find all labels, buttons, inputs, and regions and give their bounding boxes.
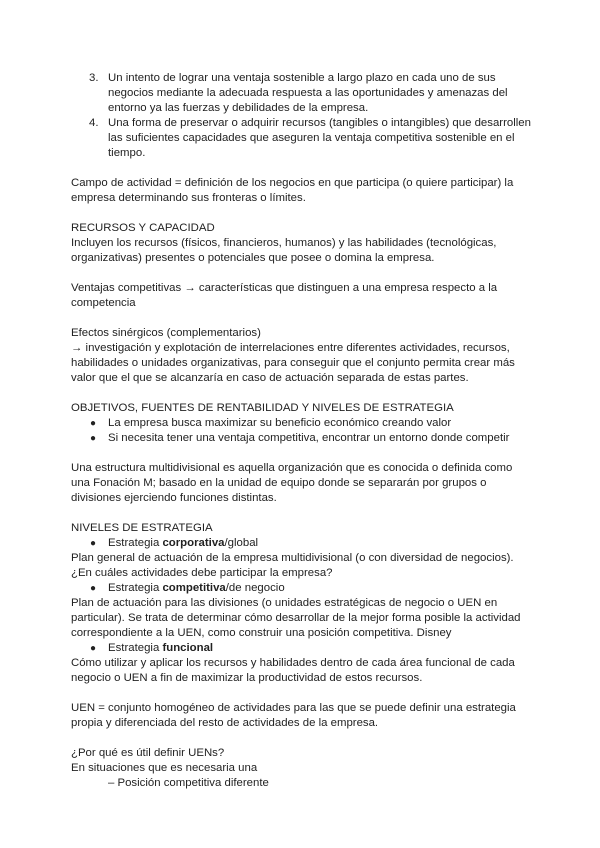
strategy-prefix: Estrategia: [108, 537, 163, 549]
list-text: Una forma de preservar o adquirir recursos (tangibles o intangibles) que desarrollen las suficientes capacidades que aseguren la ventaja competitiva sostenible en el tiempo.: [108, 117, 531, 159]
strategy-prefix: Estrategia: [108, 582, 163, 594]
efectos-paragraph: → investigación y explotación de interrelaciones entre diferentes actividades, recursos, habilidades o unidades organizativas, para conseguir que el conjunto permita crear más valor que el que se alcanzaría en caso de actuación separada de estas partes.: [71, 342, 515, 384]
strategy-name: funcional: [162, 642, 214, 654]
recursos-paragraph: Incluyen los recursos (físicos, financieros, humanos) y las habilidades (tecnológicas, organizativas) presentes o potenciales que posee o domina la empresa.: [71, 237, 497, 264]
pregunta-dash-item: ‒ Posición competitiva diferente: [108, 777, 269, 789]
bullet-icon: ●: [90, 583, 97, 594]
list-number: 4.: [89, 117, 99, 129]
list-item: [71, 116, 533, 161]
niveles-bullet-2: [71, 581, 533, 596]
pregunta-question: ¿Por qué es útil definir UENs?: [71, 747, 225, 759]
document-body: [71, 71, 533, 791]
estructura-paragraph: Una estructura multidivisional es aquella organización que es conocida o definida como una Fonación M; basado en la unidad de equipo donde se separarán por grupos o divisiones ejerciendo funciones distintas.: [71, 462, 513, 504]
strategy-description: Plan de actuación para las divisiones (o unidades estratégicas de negocio o UEN en particular). Se trata de determinar cómo desarrollar de la mejor forma posible la actividad correspondiente a la UEN, como construir una posición competitiva. Disney: [71, 597, 521, 639]
numbered-list: [71, 71, 533, 161]
uen-paragraph: UEN = conjunto homogéneo de actividades para las que se puede definir una estrategia propia y diferenciada del resto de actividades de la empresa.: [71, 702, 516, 729]
bullet-item: [71, 581, 533, 596]
recursos-heading: RECURSOS Y CAPACIDAD: [71, 222, 215, 234]
bullet-text: La empresa busca maximizar su beneficio económico creando valor: [108, 417, 452, 429]
bullet-icon: ●: [90, 643, 97, 654]
bullet-item: [71, 641, 533, 656]
strategy-description: Plan general de actuación de la empresa multidivisional (o con diversidad de negocios). ¿En cuáles actividades debe participar la empresa?: [71, 552, 514, 579]
efectos-heading: Efectos sinérgicos (complementarios): [71, 327, 261, 339]
bullet-icon: ●: [90, 538, 97, 549]
niveles-bullet-1: [71, 536, 533, 551]
ventajas-paragraph: Ventajas competitivas → características que distinguen a una empresa respecto a la competencia: [71, 282, 498, 309]
niveles-bullet-3: [71, 641, 533, 656]
bullet-text: Si necesita tener una ventaja competitiva, encontrar un entorno donde competir: [108, 432, 510, 444]
strategy-name: corporativa: [162, 537, 225, 549]
strategy-prefix: Estrategia: [108, 642, 163, 654]
list-item: [71, 71, 533, 116]
strategy-suffix: /de negocio: [225, 582, 285, 594]
niveles-heading: NIVELES DE ESTRATEGIA: [71, 522, 213, 534]
bullet-item: [71, 431, 533, 446]
list-text: Un intento de lograr una ventaja sostenible a largo plazo en cada uno de sus negocios mediante la adecuada respuesta a las oportunidades y amenazas del entorno ya las fuerzas y debilidades de la empresa.: [108, 72, 508, 114]
campo-paragraph: Campo de actividad = definición de los negocios en que participa (o quiere participar) la empresa determinando sus fronteras o límites.: [71, 177, 514, 204]
bullet-icon: ●: [90, 433, 97, 444]
strategy-name: competitiva: [162, 582, 226, 594]
list-number: 3.: [89, 72, 99, 84]
objetivos-bullets: [71, 416, 533, 446]
pregunta-intro: En situaciones que es necesaria una: [71, 762, 258, 774]
bullet-icon: ●: [90, 418, 97, 429]
strategy-description: Cómo utilizar y aplicar los recursos y habilidades dentro de cada área funcional de cada negocio o UEN a fin de maximizar la productividad de estos recursos.: [71, 657, 515, 684]
objetivos-heading: OBJETIVOS, FUENTES DE RENTABILIDAD Y NIVELES DE ESTRATEGIA: [71, 402, 454, 414]
strategy-suffix: /global: [224, 537, 259, 549]
bullet-item: [71, 416, 533, 431]
bullet-item: [71, 536, 533, 551]
